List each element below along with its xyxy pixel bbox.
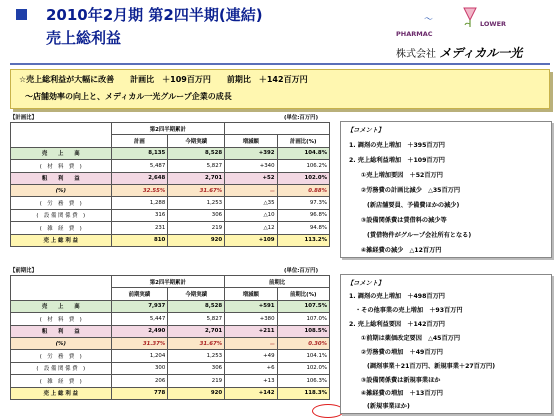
cell: － [225, 337, 277, 349]
title-bullet-square [16, 9, 27, 20]
row-label: ( 設 備 関 係 費 ) [11, 362, 112, 374]
cell: 8,528 [168, 147, 225, 159]
comment-line: 1. 調剤の売上増加 ＋395百万円 [349, 142, 445, 149]
cell: 231 [111, 222, 168, 234]
cell: 108.5% [277, 325, 329, 337]
comment-line: ②労務費の増加 ＋49百万円 [361, 349, 443, 356]
plan-comments-title: 【コメント】 [347, 127, 385, 134]
cell: 810 [111, 234, 168, 246]
cell: 219 [168, 375, 225, 387]
column-header: 前期実績 [111, 288, 168, 300]
comment-line: ③設備関係費は新規事業ほか [361, 377, 441, 384]
plan-group-header-blank [225, 123, 330, 135]
highlight-line-2: ～店舗効率の向上と、メディカル一光グループ企業の成長 [25, 92, 232, 101]
header-divider [10, 63, 550, 65]
header-blank [11, 123, 112, 148]
cell: 0.30% [277, 337, 329, 349]
prior-table-unit: (単位:百万円) [284, 268, 319, 274]
prior-group-header: 第2四半期累計 [111, 276, 225, 288]
slide-header [0, 0, 560, 62]
cell: △10 [225, 209, 277, 221]
cell: 107.0% [277, 313, 329, 325]
slide-title: 2010年2月期 第2四半期(連結) [46, 6, 263, 24]
cell: 97.3% [277, 197, 329, 209]
row-label: 売 上 総 利 益 [11, 387, 112, 399]
row-label: ( 雑 経 費 ) [11, 375, 112, 387]
cell: 104.1% [277, 350, 329, 362]
cell: 2,701 [168, 172, 225, 184]
cell: △35 [225, 197, 277, 209]
column-header: 今期実績 [168, 135, 225, 147]
comment-line: ・その他事業の売上増加 ＋93百万円 [355, 307, 463, 314]
row-label: ( 材 料 費 ) [11, 313, 112, 325]
table-row [11, 160, 330, 172]
cell: 8,135 [111, 147, 168, 159]
plan-group-header: 第2四半期累計 [111, 123, 225, 135]
cell: 920 [168, 234, 225, 246]
cell: 5,447 [111, 313, 168, 325]
row-label: 粗 利 益 [11, 172, 112, 184]
highlight-box [10, 69, 550, 109]
comment-line: 2. 売上総利益増加 ＋109百万円 [349, 157, 445, 164]
cell: 5,827 [168, 160, 225, 172]
company-brand: メディカル一光 [439, 46, 523, 60]
table-row [11, 234, 330, 246]
cell: 306 [168, 209, 225, 221]
cell: 8,528 [168, 300, 225, 312]
cell: 118.3% [277, 387, 329, 399]
cell: 31.67% [168, 184, 225, 196]
cell: +49 [225, 350, 277, 362]
slide-subtitle: 売上総利益 [46, 29, 122, 47]
cell: 1,253 [168, 197, 225, 209]
comment-line: ②労務費の計画比減少 △35百万円 [361, 187, 461, 194]
comment-line: (賃借物件がグループ会社所有となる) [367, 232, 472, 239]
cell: 102.0% [277, 362, 329, 374]
cell: 219 [168, 222, 225, 234]
comment-line: ①売上増加要因 ＋52百万円 [361, 172, 443, 179]
row-label: 売 上 総 利 益 [11, 234, 112, 246]
row-label: 売 上 高 [11, 147, 112, 159]
cell: － [225, 184, 277, 196]
table-row [11, 147, 330, 159]
cell: +340 [225, 160, 277, 172]
table-row [11, 197, 330, 209]
table-row [11, 350, 330, 362]
table-row [11, 362, 330, 374]
cell: 106.2% [277, 160, 329, 172]
table-row [11, 313, 330, 325]
row-label: ( 雑 経 費 ) [11, 222, 112, 234]
cell: 107.5% [277, 300, 329, 312]
cell: 1,288 [111, 197, 168, 209]
table-row [11, 300, 330, 312]
table-row [11, 387, 330, 399]
table-row [11, 184, 330, 196]
row-label: 粗 利 益 [11, 325, 112, 337]
cell: 2,648 [111, 172, 168, 184]
prior-group-header: 前期比 [225, 276, 330, 288]
prior-comments-box [340, 274, 552, 414]
comment-line: (新規事業ほか) [367, 403, 410, 410]
row-label: (%) [11, 337, 112, 349]
cell: 300 [111, 362, 168, 374]
highlight-line-1: ☆売上総利益が大幅に改善 計画比 ＋109百万円 前期比 ＋142百万円 [19, 75, 308, 84]
row-label: (%) [11, 184, 112, 196]
comment-line: (調剤事業＋21百万円、新規事業＋27百万円) [367, 363, 496, 370]
column-header: 前期比(%) [277, 288, 329, 300]
table-row [11, 337, 330, 349]
cell: +13 [225, 375, 277, 387]
header-blank [11, 276, 112, 301]
comment-line: 1. 調剤の売上増加 ＋498百万円 [349, 293, 445, 300]
row-label: 売 上 高 [11, 300, 112, 312]
plan-table-unit: (単位:百万円) [284, 115, 319, 121]
cell: +380 [225, 313, 277, 325]
cell: 316 [111, 209, 168, 221]
cell: +591 [225, 300, 277, 312]
comment-line: 2. 売上総利益要因 ＋142百万円 [349, 321, 445, 328]
cell: 206 [111, 375, 168, 387]
plan-comments-box [340, 121, 552, 258]
cell: 94.8% [277, 222, 329, 234]
cell: 2,490 [111, 325, 168, 337]
logo-text-right: LOWER [480, 20, 507, 28]
company-prefix: 株式会社 [396, 49, 436, 60]
cell: 31.37% [111, 337, 168, 349]
cell: 102.0% [277, 172, 329, 184]
cell: +6 [225, 362, 277, 374]
prior-table-label: 【前期比】 [10, 268, 37, 274]
cell: +109 [225, 234, 277, 246]
cell: 32.55% [111, 184, 168, 196]
comment-line: ①前期は薬価改定要因 △45百万円 [361, 335, 461, 342]
comment-line: ④雑経費の増加 ＋13百万円 [361, 390, 443, 397]
logo-wave-icon: 〜 [424, 15, 434, 25]
cell: 7,937 [111, 300, 168, 312]
cell: 1,253 [168, 350, 225, 362]
cell: +392 [225, 147, 277, 159]
row-label: ( 労 務 費 ) [11, 197, 112, 209]
logo-text-left: PHARMAC [396, 30, 433, 38]
prior-comments-title: 【コメント】 [347, 280, 385, 287]
cell: +211 [225, 325, 277, 337]
cell: 96.8% [277, 209, 329, 221]
table-row [11, 375, 330, 387]
column-header: 計画比(%) [277, 135, 329, 147]
cell: 0.88% [277, 184, 329, 196]
cell: 104.8% [277, 147, 329, 159]
cell: 2,701 [168, 325, 225, 337]
row-label: ( 労 務 費 ) [11, 350, 112, 362]
table-row [11, 209, 330, 221]
table-row [11, 172, 330, 184]
column-header: 増減額 [225, 288, 277, 300]
cell: 920 [168, 387, 225, 399]
table-row [11, 325, 330, 337]
column-header: 計画 [111, 135, 168, 147]
plan-table [10, 122, 330, 247]
cell: 1,204 [111, 350, 168, 362]
table-row [11, 222, 330, 234]
cell: 306 [168, 362, 225, 374]
cell: +52 [225, 172, 277, 184]
comment-line: ④雑経費の減少 △12百万円 [361, 247, 442, 254]
flower-logo-icon [462, 6, 478, 28]
comment-line: (新店舗要員、予備費ほかの減少) [367, 202, 460, 209]
cell: 778 [111, 387, 168, 399]
cell: 5,487 [111, 160, 168, 172]
column-header: 今期実績 [168, 288, 225, 300]
row-label: ( 材 料 費 ) [11, 160, 112, 172]
row-label: ( 設 備 関 係 費 ) [11, 209, 112, 221]
company-name [396, 44, 522, 61]
cell: 31.67% [168, 337, 225, 349]
prior-table [10, 275, 330, 400]
plan-table-label: 【計画比】 [10, 115, 37, 121]
cell: △12 [225, 222, 277, 234]
column-header: 増減額 [225, 135, 277, 147]
cell: 106.3% [277, 375, 329, 387]
cell: 5,827 [168, 313, 225, 325]
cell: +142 [225, 387, 277, 399]
comment-line: ③設備関係費は賃借料の減少等 [361, 217, 447, 224]
cell: 113.2% [277, 234, 329, 246]
